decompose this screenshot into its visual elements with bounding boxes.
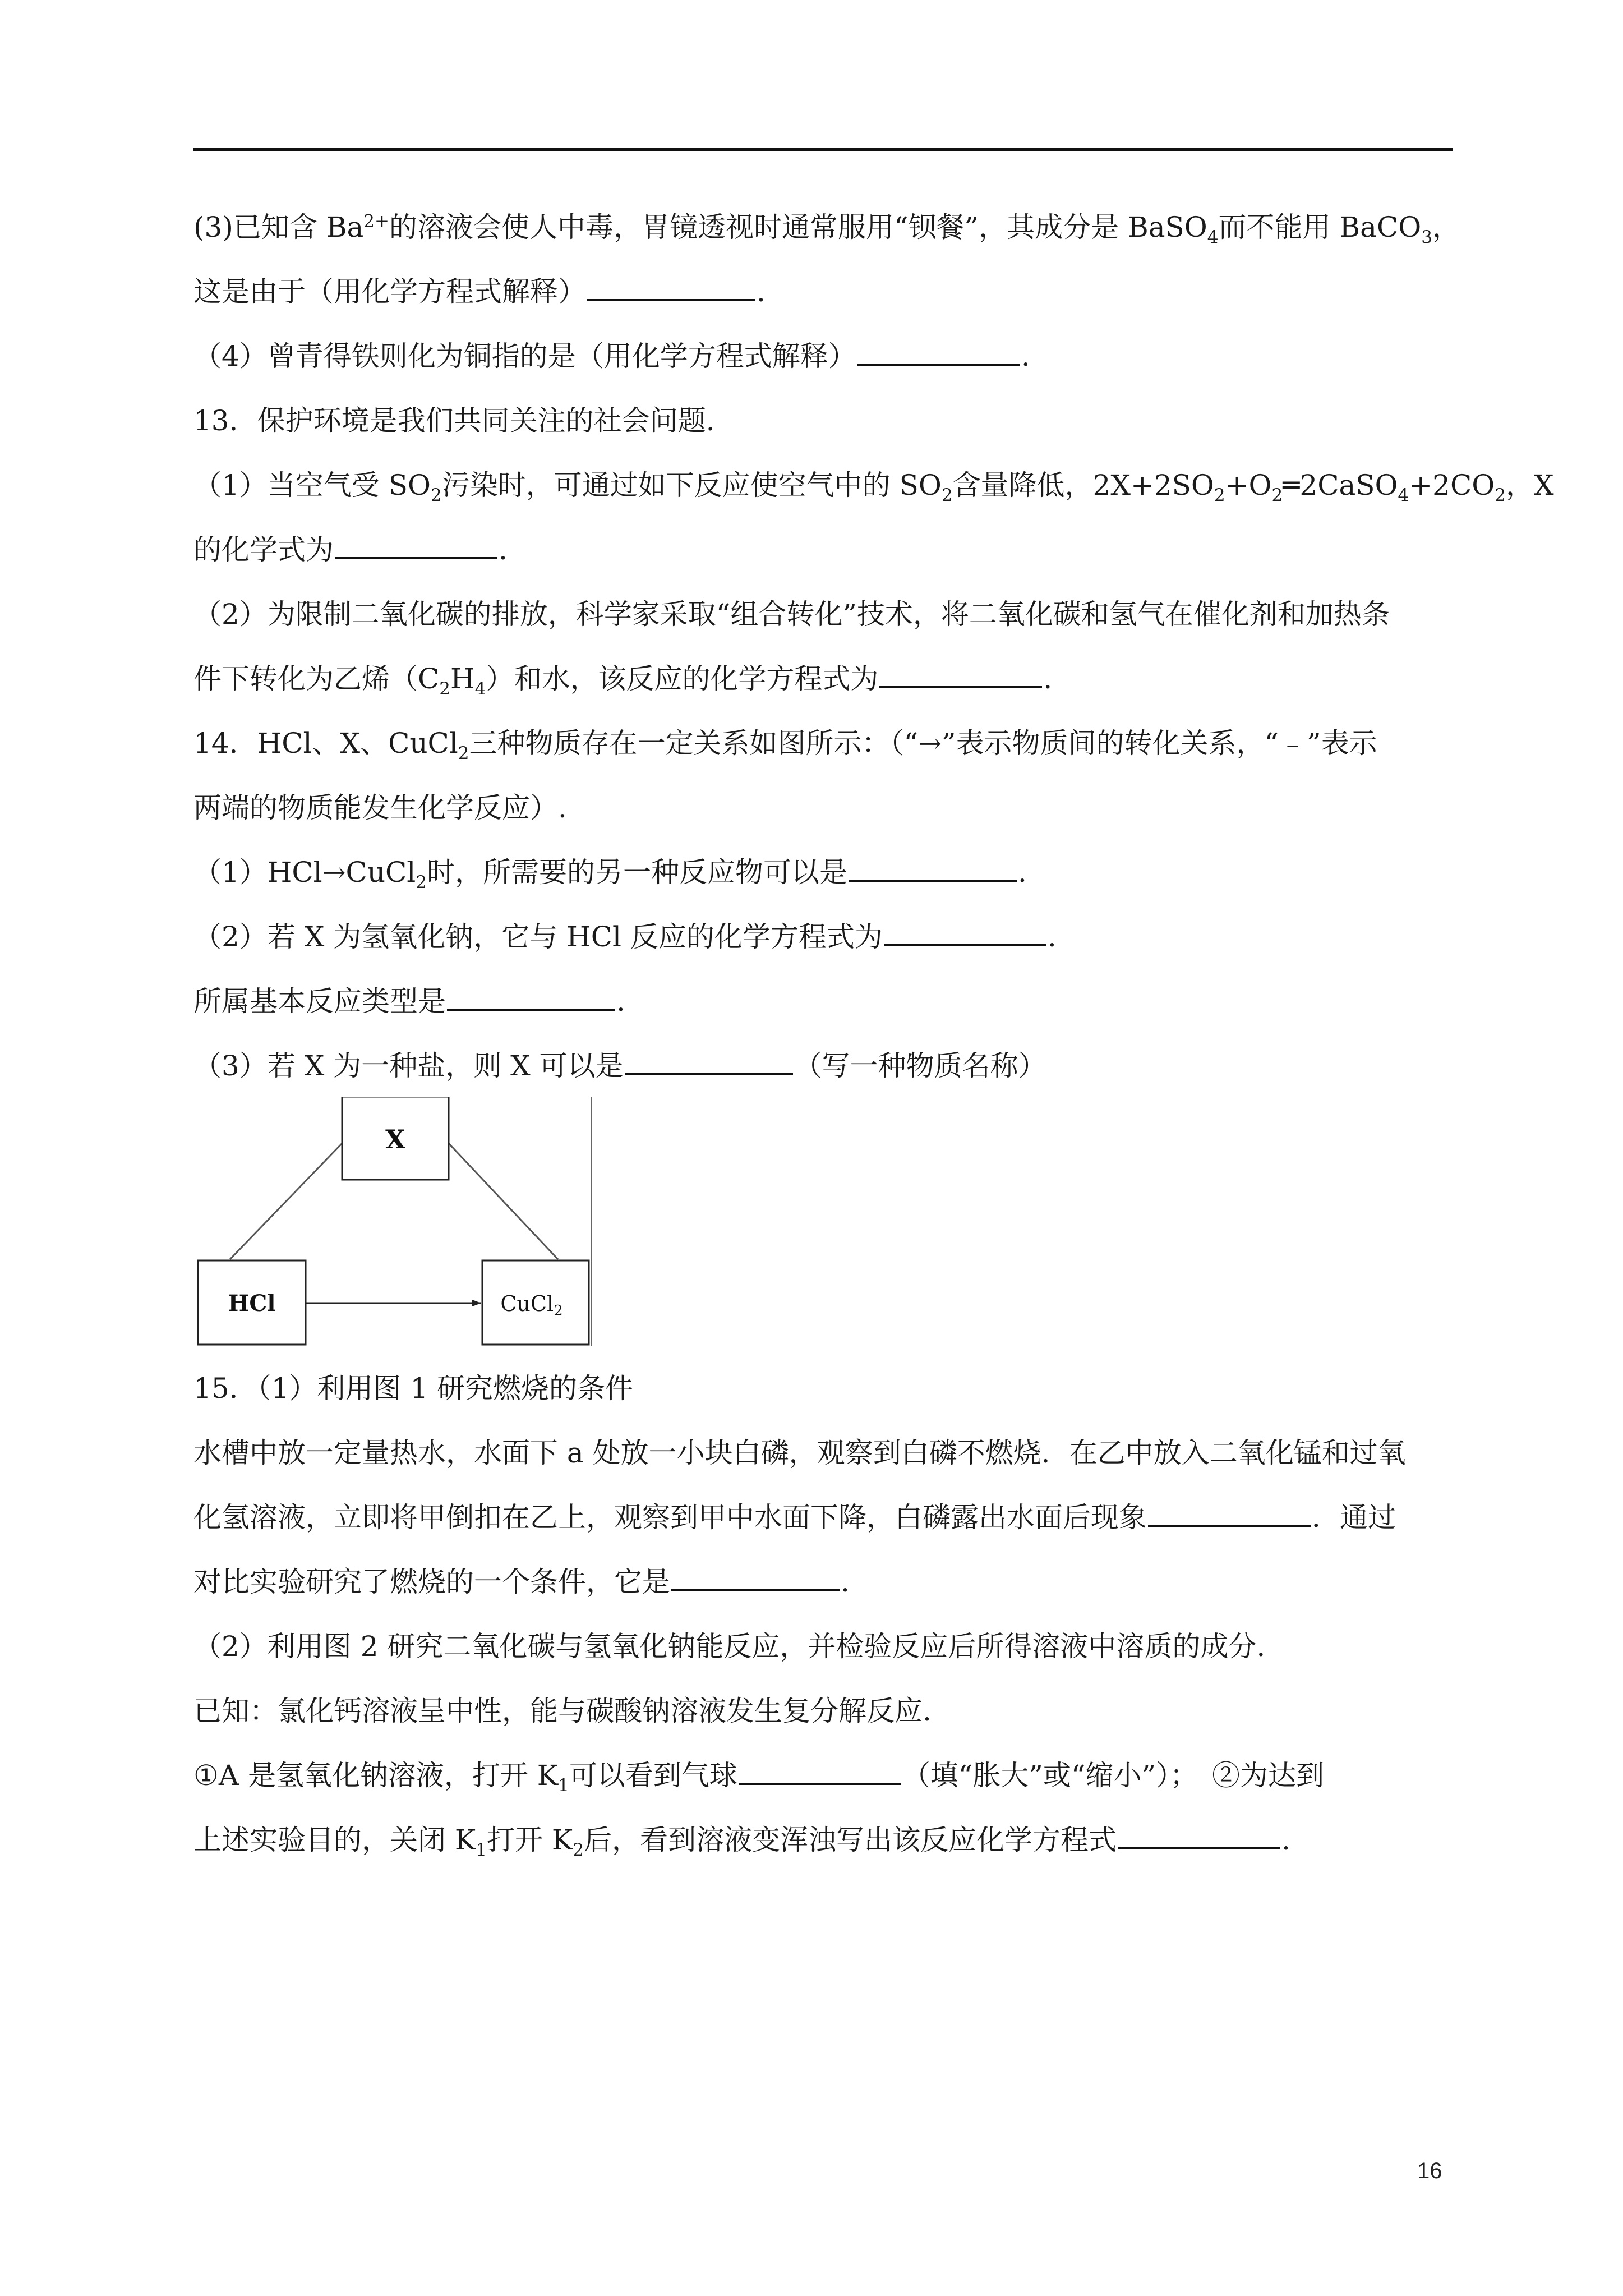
- question-12-3-line-2: [193, 275, 766, 308]
- answer-blank[interactable]: [447, 989, 615, 1011]
- subscript: 2: [1495, 485, 1506, 505]
- text-segment: +O: [1225, 469, 1272, 501]
- subscript: 1: [558, 1775, 569, 1796]
- text-segment: （2）为限制二氧化碳的排放，科学家采取“组合转化”技术，将二氧化碳和氢气在催化剂和加热条: [193, 598, 1390, 631]
- text-segment: .: [1281, 1824, 1290, 1856]
- text-segment: ═2CaSO: [1283, 469, 1398, 501]
- text-segment: .: [499, 533, 508, 566]
- question-13-2-line-1: [193, 598, 1390, 631]
- question-14-1: [193, 856, 1027, 892]
- text-segment: 15．（1）利用图 1 研究燃烧的条件: [193, 1372, 634, 1405]
- x-hcl-reaction-line: [230, 1142, 344, 1259]
- text-segment: 已知：氯化钙溶液呈中性，能与碳酸钠溶液发生复分解反应.: [193, 1695, 932, 1727]
- answer-blank[interactable]: [335, 537, 497, 559]
- text-segment: 化氢溶液，立即将甲倒扣在乙上，观察到甲中水面下降，白磷露出水面后现象: [193, 1501, 1147, 1534]
- node-cucl2-label: [500, 1291, 562, 1319]
- question-12-4: [193, 342, 1030, 370]
- text-segment: （填“胀大”或“缩小”）； ②为达到: [902, 1759, 1325, 1792]
- question-14-line-1: [193, 727, 1377, 763]
- question-14-2-line-2: [193, 985, 625, 1018]
- text-segment: 水槽中放一定量热水，水面下 a 处放一小块白磷，观察到白磷不燃烧．在乙中放入二氧化锰和过氧: [193, 1437, 1406, 1469]
- question-12-3-line-1: [193, 211, 1460, 247]
- question-15-1-line-1: [193, 1439, 1406, 1467]
- text-segment: （4）曾青得铁则化为铜指的是（用化学方程式解释）: [193, 340, 856, 372]
- text-segment: .: [616, 985, 625, 1018]
- text-segment: .: [757, 275, 766, 308]
- subscript: 2: [439, 679, 450, 699]
- subscript: 2: [573, 1840, 584, 1860]
- text-segment: 对比实验研究了燃烧的一个条件，它是: [193, 1566, 670, 1598]
- text-segment: （1）当空气受 SO: [193, 469, 431, 501]
- question-15-1-line-2: [193, 1501, 1396, 1534]
- text-segment: ，: [1432, 211, 1460, 243]
- text-segment: 后，看到溶液变浑浊写出该反应化学方程式: [583, 1824, 1117, 1856]
- node-cucl2-subscript: 2: [554, 1303, 563, 1319]
- answer-blank[interactable]: [849, 860, 1017, 882]
- text-segment: .: [841, 1566, 850, 1598]
- text-segment: ．通过: [1312, 1501, 1396, 1534]
- text-segment: 时，所需要的另一种反应物可以是: [427, 856, 847, 889]
- subscript: 4: [474, 679, 486, 699]
- text-segment: ）和水，该反应的化学方程式为: [486, 662, 879, 695]
- text-segment: 含量降低，2X+2SO: [952, 469, 1214, 501]
- question-15-2-line-2: [193, 1697, 932, 1725]
- subscript: 2: [1271, 485, 1283, 505]
- text-segment: .: [1021, 340, 1030, 372]
- node-cucl2-text: CuCl: [500, 1291, 554, 1316]
- subscript: 2: [941, 485, 953, 505]
- relation-diagram: [193, 1097, 597, 1346]
- x-cucl2-reaction-line: [447, 1142, 558, 1259]
- text-segment: （2）若 X 为氢氧化钠，它与 HCl 反应的化学方程式为: [193, 921, 883, 953]
- text-segment: 三种物质存在一定关系如图所示：（“→”表示物质间的转化关系，“﹣”表示: [469, 727, 1377, 760]
- question-15-2-line-1: [193, 1630, 1266, 1663]
- subscript: 2: [430, 485, 442, 505]
- node-hcl: [198, 1260, 306, 1345]
- text-segment: 所属基本反应类型是: [193, 985, 446, 1018]
- text-segment: 两端的物质能发生化学反应）.: [193, 792, 567, 824]
- answer-blank[interactable]: [879, 666, 1042, 688]
- answer-blank[interactable]: [1118, 1828, 1280, 1849]
- subscript: 2: [1214, 485, 1225, 505]
- superscript: 2+: [363, 211, 389, 232]
- text-segment: 的溶液会使人中毒，胃镜透视时通常服用“钡餐”，其成分是 BaSO: [389, 211, 1207, 243]
- question-15-title: [193, 1372, 634, 1405]
- subscript: 3: [1421, 227, 1432, 247]
- node-hcl-label: HCl: [228, 1290, 276, 1317]
- relation-diagram-svg: [193, 1097, 597, 1346]
- subscript: 4: [1398, 485, 1409, 505]
- answer-blank[interactable]: [671, 1570, 840, 1591]
- subscript: 2: [458, 743, 469, 763]
- text-segment: 的化学式为: [193, 533, 334, 566]
- subscript: 2: [416, 872, 427, 892]
- text-segment: （写一种物质名称）: [794, 1050, 1046, 1082]
- answer-blank[interactable]: [1148, 1505, 1311, 1527]
- text-segment: 件下转化为乙烯（C: [193, 662, 440, 695]
- text-segment: 打开 K: [486, 1824, 573, 1856]
- text-segment: +2CO: [1409, 469, 1495, 501]
- header-rule: [193, 148, 1453, 151]
- answer-blank[interactable]: [857, 344, 1020, 366]
- text-segment: ①A 是氢氧化钠溶液，打开 K: [193, 1759, 559, 1792]
- text-segment: 14．HCl、X、CuCl: [193, 727, 458, 760]
- text-segment: ，X: [1505, 469, 1554, 501]
- text-segment: .: [1047, 921, 1057, 953]
- question-15-1-line-3: [193, 1568, 850, 1596]
- text-segment: 这是由于（用化学方程式解释）: [193, 275, 586, 308]
- text-segment: .: [1043, 662, 1053, 695]
- question-15-2-line-4: [193, 1824, 1290, 1860]
- page-number: 16: [1417, 2159, 1442, 2183]
- question-13-title: [193, 404, 715, 437]
- node-x: [342, 1097, 449, 1180]
- question-14-3: [193, 1052, 1046, 1080]
- answer-blank[interactable]: [739, 1763, 901, 1785]
- subscript: 4: [1207, 227, 1219, 247]
- text-segment: (3)已知含 Ba: [193, 211, 364, 243]
- text-segment: H: [450, 662, 475, 695]
- node-x-label: X: [385, 1124, 405, 1154]
- question-13-2-line-2: [193, 662, 1053, 699]
- text-segment: 可以看到气球: [569, 1759, 737, 1792]
- question-13-1-line-2: [193, 533, 508, 566]
- question-14-2-line-1: [193, 923, 1057, 951]
- node-cucl2: [482, 1260, 589, 1345]
- answer-blank[interactable]: [884, 924, 1046, 946]
- text-segment: （3）若 X 为一种盐，则 X 可以是: [193, 1050, 624, 1082]
- text-segment: 污染时，可通过如下反应使空气中的 SO: [441, 469, 942, 501]
- question-13-1-line-1: [193, 469, 1554, 505]
- text-segment: （1）HCl→CuCl: [193, 856, 416, 889]
- text-segment: 13．保护环境是我们共同关注的社会问题.: [193, 404, 715, 437]
- text-segment: （2）利用图 2 研究二氧化碳与氢氧化钠能反应，并检验反应后所得溶液中溶质的成分.: [193, 1630, 1266, 1663]
- answer-blank[interactable]: [625, 1053, 793, 1075]
- question-15-2-line-3: [193, 1759, 1325, 1796]
- text-segment: .: [1018, 856, 1027, 889]
- subscript: 1: [476, 1840, 487, 1860]
- text-segment: 而不能用 BaCO: [1218, 211, 1422, 243]
- question-14-line-2: [193, 794, 567, 822]
- text-segment: 上述实验目的，关闭 K: [193, 1824, 476, 1856]
- answer-blank[interactable]: [587, 279, 755, 301]
